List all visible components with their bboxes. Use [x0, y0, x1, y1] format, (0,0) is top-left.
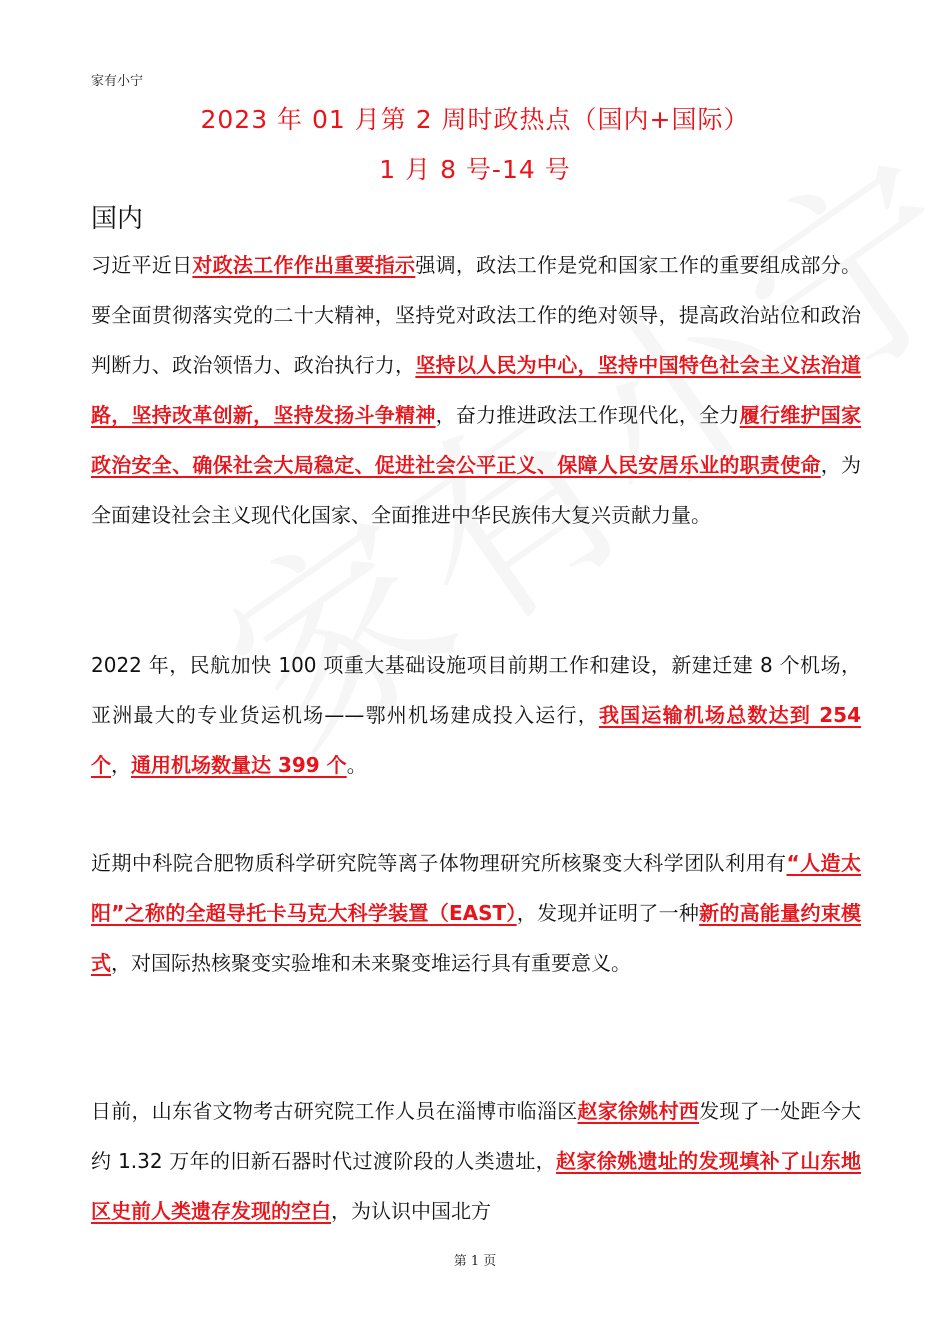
- page-number: 第 1 页: [453, 1254, 497, 1269]
- section-heading-domestic: 国内: [91, 204, 144, 234]
- paragraph-segment: ，为认识中国北方: [331, 1199, 491, 1223]
- paragraph-highlight: 对政法工作作出重要指示: [192, 253, 416, 277]
- paragraph-segment: 日前，山东省文物考古研究院工作人员在淄博市临淄区: [91, 1099, 578, 1123]
- paragraph-highlight: 赵家徐姚遗址的发现填补了山东地区史前人类遗存发现的空白: [91, 1149, 862, 1223]
- paragraph-segment: 。: [346, 753, 367, 777]
- paragraph-segment: ，为全面建设社会主义现代化国家、全面推进中华民族伟大复兴贡献力量。: [91, 453, 862, 527]
- page-title: 2023 年 01 月第 2 周时政热点（国内+国际）: [200, 105, 750, 134]
- paragraph-segment: 近期中科院合肥物质科学研究院等离子体物理研究所核聚变大科学团队利用有: [91, 851, 787, 875]
- header-source-note: 家有小宁: [91, 74, 144, 89]
- paragraph-highlight: 赵家徐姚村西: [577, 1099, 700, 1123]
- paragraph-2: [91, 640, 861, 790]
- paragraph-highlight: 新的高能量约束模式: [91, 901, 862, 975]
- paragraph-segment: 发现了一处距今大约 1.32 万年的旧新石器时代过渡阶段的人类遗址，: [91, 1099, 862, 1173]
- paragraph-highlight: “人造太阳”之称的全超导托卡马克大科学装置（EAST）: [91, 851, 861, 925]
- page-subtitle-date-range: 1 月 8 号-14 号: [379, 155, 571, 184]
- paragraph-segment: ，发现并证明了一种: [516, 901, 700, 925]
- paragraph-highlight: 坚持以人民为中心，坚持中国特色社会主义法治道路，坚持改革创新，坚持发扬斗争精神: [91, 353, 862, 427]
- paragraph-segment: 习近平近日: [91, 253, 193, 277]
- paragraph-segment: 2022 年，民航加快 100 项重大基础设施项目前期工作和建设，新建迁建 8 个机场，亚洲最大的专业货运机场——鄂州机场建成投入运行，: [91, 653, 861, 727]
- paragraph-segment: ，奋力推进政法工作现代化，全力: [435, 403, 740, 427]
- paragraph-4: [91, 1086, 861, 1236]
- paragraph-highlight: 履行维护国家政治安全、确保社会大局稳定、促进社会公平正义、保障人民安居乐业的职责使命: [91, 403, 862, 477]
- paragraph-segment: ，: [111, 753, 131, 777]
- paragraph-highlight: 我国运输机场总数达到 254 个: [91, 703, 862, 777]
- paragraph-segment: 强调，政法工作是党和国家工作的重要组成部分。要全面贯彻落实党的二十大精神，坚持党对政法工作的绝对领导，提高政治站位和政治判断力、政治领悟力、政治执行力，: [91, 253, 862, 377]
- paragraph-segment: ，对国际热核聚变实验堆和未来聚变堆运行具有重要意义。: [111, 951, 631, 975]
- paragraph-highlight: 通用机场数量达 399 个: [131, 753, 347, 777]
- paragraph-3: [91, 838, 861, 988]
- paragraph-1: [91, 240, 861, 540]
